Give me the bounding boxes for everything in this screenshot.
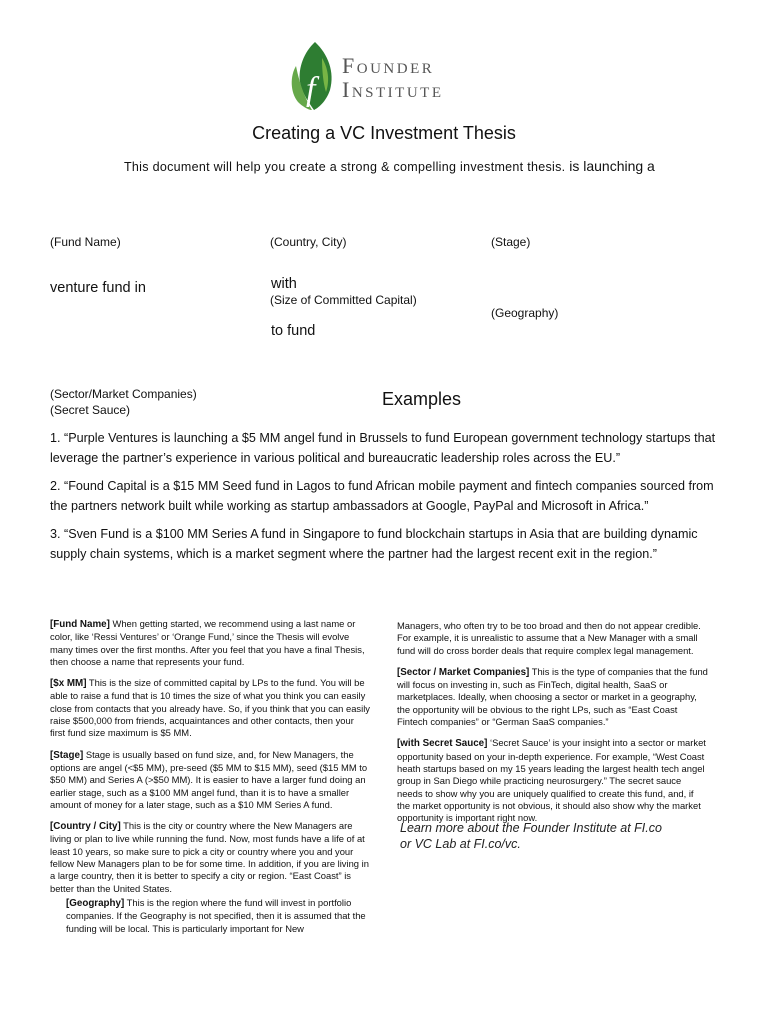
term-country-city: [Country / City] bbox=[50, 821, 121, 833]
example-1: 1. “Purple Ventures is launching a $5 MM angel fund in Brussels to fund European government technology startups that leverage the partner’s experience in various political and bureaucratic leadership roles across the EU.” bbox=[50, 431, 716, 465]
field-geography: (Geography) bbox=[491, 306, 559, 320]
example-2: 2. “Found Capital is a $15 MM Seed fund in Lagos to fund African mobile payment and fintech companies sourced from the partners network built while working as startup ambassadors at Google, PayPal and Microsoft in Africa.” bbox=[50, 479, 714, 513]
field-size-capital: (Size of Committed Capital) bbox=[270, 293, 417, 307]
text-venture-fund-in: venture fund in bbox=[50, 280, 146, 296]
learn-more bbox=[400, 820, 662, 852]
examples-heading: Examples bbox=[382, 389, 462, 409]
def-size-text: This is the size of committed capital by LPs to the fund. You will be able to raise a fund that is 10 times the size of what you think you can easily close from contacts that you already have. So, if you think that you can easily raise $500,000 from friends, acquaintances and other contacts, then your first fund size maximum is $5 MM. bbox=[50, 677, 370, 739]
field-stage: (Stage) bbox=[491, 235, 531, 249]
field-country-city: (Country, City) bbox=[270, 235, 347, 249]
def-stage bbox=[50, 749, 370, 811]
def-fund-name-text: When getting started, we recommend using a last name or color, like ‘Ressi Ventures’ or ‘Orange Fund,’ since the Thesis will evolve many times over the first months. After you feel that you have a final Thesis, then choose a name that represents your fund. bbox=[50, 618, 365, 667]
def-geography-text: This is the region where the fund will invest in portfolio companies. If the Geography is not specified, then it is assumed that the funding will be local. This is particularly important for New bbox=[66, 896, 366, 934]
field-secret-sauce: (Secret Sauce) bbox=[50, 403, 131, 417]
document-title: Creating a VC Investment Thesis bbox=[252, 123, 516, 143]
term-fund-name: [Fund Name] bbox=[50, 619, 110, 630]
learn-more-line-1: Learn more about the Founder Institute at FI.co bbox=[400, 821, 662, 835]
field-fund-name: (Fund Name) bbox=[50, 235, 121, 249]
def-size bbox=[50, 677, 370, 739]
def-secret-sauce-text: ‘Secret Sauce’ is your insight into a sector or market opportunity based on your in-depth experience. For example, “West Coast heath startups based on my 15 years leading the largest health tech angel group in San Diego while practicing neurosurgery.” The secret sauce needs to show why you are uniquely qualified to create this fund, and, if the market opportunity is not obvious, it should also show why the market opportunity is important right now. bbox=[397, 737, 706, 824]
def-sector-text: This is the type of companies that the fund will focus on investing in, such as FinTech, digital health, SaaS or marketplaces. Ideally, when choosing a sector or market in a geography, the opportunity will be obvious to the right LPs, such as “East Coast Fintech companies” or “German SaaS companies.” bbox=[397, 665, 708, 728]
leaf-f-logo-icon bbox=[288, 40, 338, 112]
def-country-city bbox=[50, 820, 370, 895]
term-geography: [Geography] bbox=[66, 897, 125, 909]
text-with: with bbox=[271, 276, 297, 292]
def-sector bbox=[397, 666, 709, 728]
example-3: 3. “Sven Fund is a $100 MM Series A fund in Singapore to fund blockchain startups in Asia that are building dynamic supply chain systems, which is a market segment where the partner had the largest recent exit in the region.” bbox=[50, 527, 698, 561]
def-country-city-text: This is the city or country where the New Managers are living or plan to live while running the fund. Now, most funds have a life of at least 10 years, so make sure to pick a city or country where you and your fellow New Managers plan to be for some time. In addition, if you are living in a large country, then it is better to specify a city or region. “East Coast” is better than the United States. bbox=[50, 820, 369, 894]
def-geography-continued: Managers, who often try to be too broad and then do not appear credible. For example, it is unrealistic to assume that a New Manager with a small fund will do cross border deals that require complex legal management. bbox=[397, 620, 701, 656]
logo-line-2: Institute bbox=[342, 77, 444, 102]
intro-tail: is launching a bbox=[569, 158, 655, 174]
def-secret-sauce bbox=[397, 737, 709, 824]
right-column bbox=[397, 620, 709, 833]
learn-more-line-2: or VC Lab at FI.co/vc. bbox=[400, 837, 521, 851]
field-sector: (Sector/Market Companies) bbox=[50, 387, 197, 401]
term-size: [$x MM] bbox=[50, 678, 87, 690]
intro-line bbox=[124, 158, 655, 174]
left-column bbox=[50, 618, 370, 944]
def-stage-text: Stage is usually based on fund size, and, for New Managers, the options are angel (<$5 MM), pre-seed ($5 MM to $15 MM), seed ($15 MM to $50 MM) and Series A (>$50 MM). It is easier to have a larger fund doing an earlier stage, such as a $100 MM angel fund, than it is to have a smaller amount of money for a later stage, such as a $10 MM Series A fund. bbox=[50, 748, 368, 810]
term-stage: [Stage] bbox=[50, 749, 84, 761]
svg-text:f: f bbox=[306, 71, 316, 108]
term-sector: [Sector / Market Companies] bbox=[397, 666, 530, 678]
logo-line-1: Founder bbox=[342, 53, 435, 78]
def-geography bbox=[50, 897, 370, 935]
founder-institute-logo bbox=[288, 40, 478, 112]
def-fund-name bbox=[50, 618, 370, 668]
intro-text: This document will help you create a strong & compelling investment thesis. bbox=[124, 160, 566, 174]
term-secret-sauce: [with Secret Sauce] bbox=[397, 738, 488, 750]
text-to-fund: to fund bbox=[271, 323, 316, 339]
